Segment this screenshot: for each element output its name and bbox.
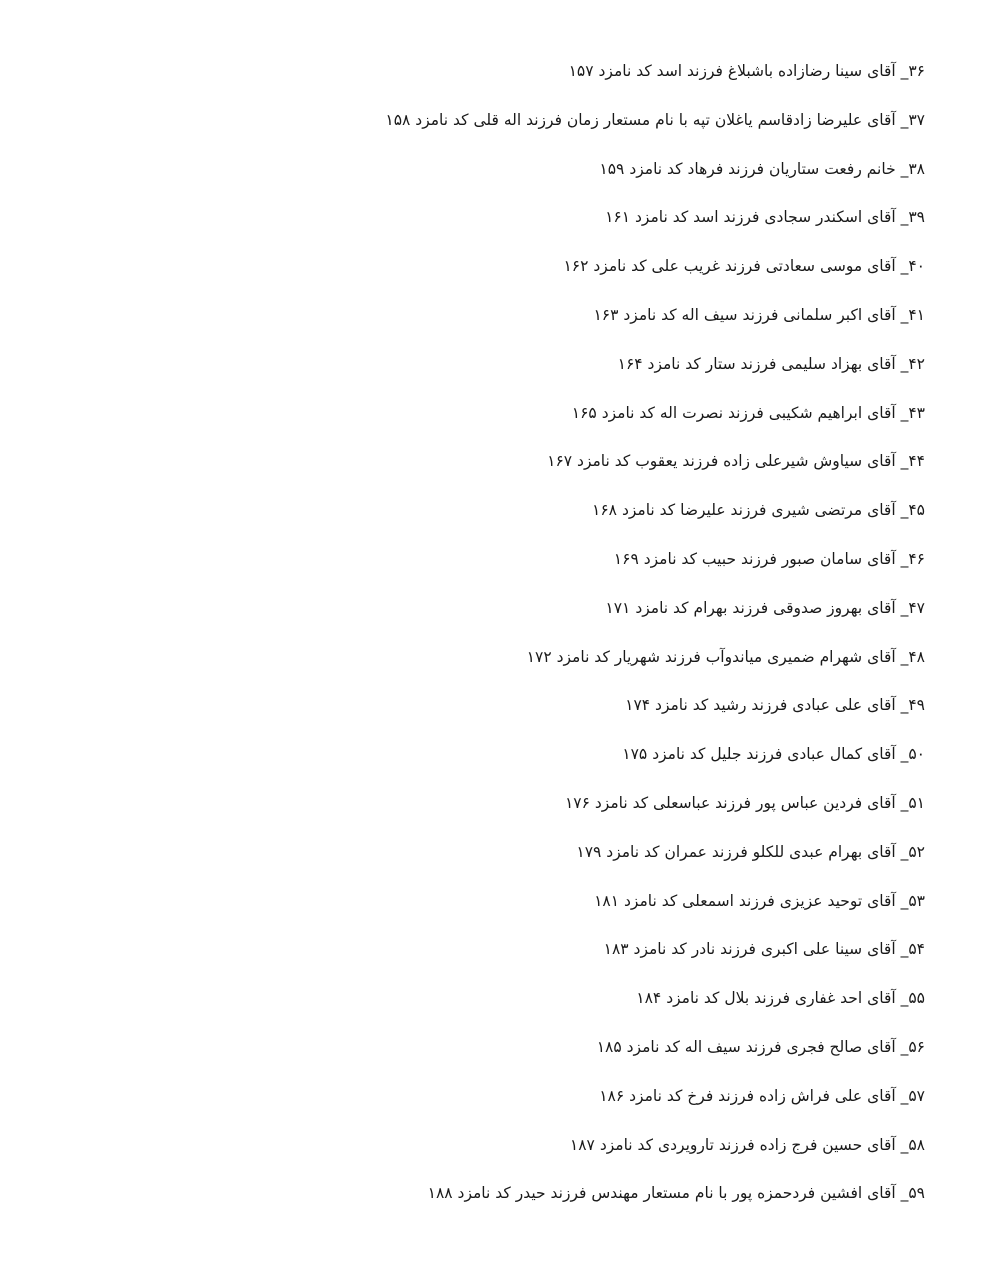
list-item: ۳۹_ آقای اسکندر سجادی فرزند اسد کد نامزد ۱۶۱ <box>605 208 925 227</box>
list-item: ۴۹_ آقای علی عبادی فرزند رشید کد نامزد ۱۷۴ <box>625 696 925 715</box>
list-item: ۴۳_ آقای ابراهیم شکیبی فرزند نصرت اله کد نامزد ۱۶۵ <box>571 403 925 422</box>
list-item: ۵۰_ آقای کمال عبادی فرزند جلیل کد نامزد ۱۷۵ <box>622 745 925 764</box>
list-item: ۳۸_ خانم رفعت ستاریان فرزند فرهاد کد نامزد ۱۵۹ <box>599 159 925 178</box>
list-item: ۴۰_ آقای موسی سعادتی فرزند غریب علی کد نامزد ۱۶۲ <box>563 257 925 276</box>
list-item: ۵۶_ آقای صالح فجری فرزند سیف اله کد نامزد ۱۸۵ <box>596 1037 925 1056</box>
list-item: ۵۱_ آقای فردین عباس پور فرزند عباسعلی کد نامزد ۱۷۶ <box>564 793 925 812</box>
list-item: ۴۵_ آقای مرتضی شیری فرزند علیرضا کد نامزد ۱۶۸ <box>592 501 925 520</box>
list-item: ۴۷_ آقای بهروز صدوقی فرزند بهرام کد نامزد ۱۷۱ <box>605 598 925 617</box>
list-item: ۴۸_ آقای شهرام ضمیری میاندوآب فرزند شهریار کد نامزد ۱۷۲ <box>526 647 925 666</box>
list-item: ۵۳_ آقای توحید عزیزی فرزند اسمعلی کد نامزد ۱۸۱ <box>594 891 925 910</box>
list-item: ۳۶_ آقای سینا رضازاده باشبلاغ فرزند اسد کد نامزد ۱۵۷ <box>568 62 925 80</box>
list-item: ۴۴_ آقای سیاوش شیرعلی زاده فرزند یعقوب کد نامزد ۱۶۷ <box>547 452 925 471</box>
list-item: ۴۶_ آقای سامان صبور فرزند حبیب کد نامزد ۱۶۹ <box>613 549 925 568</box>
list-item: ۳۷_ آقای علیرضا زادقاسم یاغلان تپه با نام مستعار زمان فرزند اله قلی کد نامزد ۱۵۸ <box>385 110 925 129</box>
list-item: ۵۲_ آقای بهرام عبدی للکلو فرزند عمران کد نامزد ۱۷۹ <box>576 842 925 861</box>
candidate-list <box>225 52 925 1223</box>
list-item: ۵۹_ آقای افشین فردحمزه پور با نام مستعار مهندس فرزند حیدر کد نامزد ۱۸۸ <box>427 1184 925 1203</box>
list-item: ۵۴_ آقای سینا علی اکبری فرزند نادر کد نامزد ۱۸۳ <box>603 940 925 959</box>
list-item: ۵۵_ آقای احد غفاری فرزند بلال کد نامزد ۱۸۴ <box>636 989 925 1008</box>
list-item: ۵۸_ آقای حسین فرج زاده فرزند تارویردی کد نامزد ۱۸۷ <box>569 1135 925 1154</box>
list-item: ۵۷_ آقای علی فراش زاده فرزند فرخ کد نامزد ۱۸۶ <box>599 1086 925 1105</box>
list-item: ۴۲_ آقای بهزاد سلیمی فرزند ستار کد نامزد ۱۶۴ <box>617 354 925 373</box>
list-item: ۴۱_ آقای اکبر سلمانی فرزند سیف اله کد نامزد ۱۶۳ <box>593 305 925 324</box>
